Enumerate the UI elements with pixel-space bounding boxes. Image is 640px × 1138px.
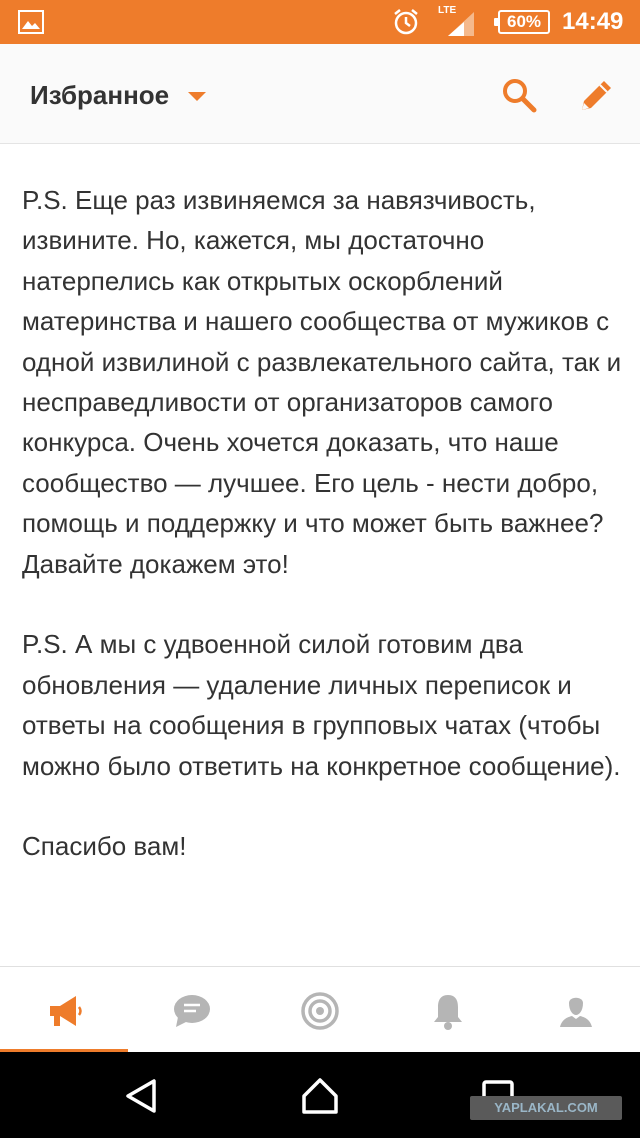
- target-icon: [300, 991, 340, 1031]
- megaphone-icon: [44, 991, 84, 1031]
- bottom-tab-bar: [0, 966, 640, 1052]
- post-paragraph: Спасибо вам!: [22, 831, 187, 862]
- battery-indicator: 60%: [498, 10, 550, 34]
- status-bar: [0, 0, 640, 44]
- chat-bubble-icon: [172, 991, 212, 1031]
- status-time: 14:49: [562, 8, 624, 35]
- person-icon: [556, 991, 596, 1031]
- image-notification-icon: [18, 10, 44, 34]
- page-title-dropdown[interactable]: Избранное: [30, 80, 170, 110]
- home-icon[interactable]: [300, 1076, 340, 1116]
- app-bar: [0, 44, 640, 144]
- tab-messages[interactable]: [128, 967, 256, 1053]
- post-paragraph: P.S. А мы с удвоенной силой готовим два обновления — удаление личных переписок и ответы на сообщения в групповых чатах (чтобы можно было ответить на конкретное сообщение).: [22, 629, 621, 781]
- signal-strength-icon: [446, 12, 474, 36]
- watermark-logo: YAPLAKAL.COM: [470, 1096, 622, 1120]
- back-icon[interactable]: [122, 1076, 162, 1116]
- post-body: [22, 180, 626, 907]
- dropdown-caret-icon[interactable]: [188, 92, 206, 101]
- tab-discover[interactable]: [256, 967, 384, 1053]
- alarm-clock-icon: [392, 8, 420, 36]
- search-icon[interactable]: [500, 76, 538, 114]
- post-paragraph: P.S. Еще раз извиняемся за навязчивость, извините. Но, кажется, мы достаточно натерпелись как открытых оскорблений материнства и нашего сообщества от мужиков с одной извилиной с развлекательного сайта, так и несправедливости от организаторов самого конкурса. Очень хочется доказать, что наше сообщество — лучшее. Его цель - нести добро, помощь и поддержку и что может быть важнее? Давайте докажем это!: [22, 185, 622, 579]
- system-navigation-bar: [0, 1052, 640, 1138]
- edit-pencil-icon[interactable]: [578, 76, 616, 114]
- tab-feed[interactable]: [0, 967, 128, 1053]
- network-type-label: LTE: [438, 5, 457, 16]
- tab-profile[interactable]: [512, 967, 640, 1053]
- bell-icon: [428, 991, 468, 1031]
- tab-notifications[interactable]: [384, 967, 512, 1053]
